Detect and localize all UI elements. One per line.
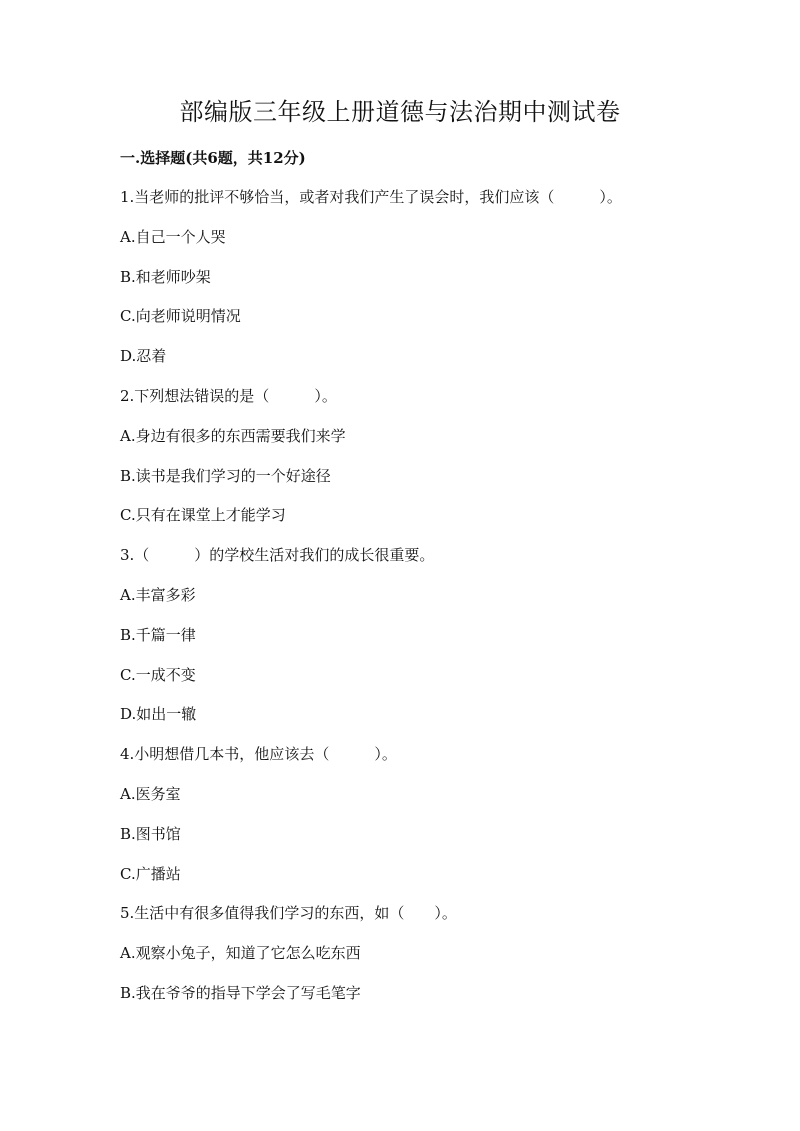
question-4-option-c: C.广播站 bbox=[120, 864, 181, 883]
question-1-option-b: B.和老师吵架 bbox=[120, 267, 211, 286]
question-1-option-c: C.向老师说明情况 bbox=[120, 307, 241, 326]
question-2-option-c: C.只有在课堂上才能学习 bbox=[120, 506, 286, 525]
question-3-option-b: B.千篇一律 bbox=[120, 625, 196, 644]
question-3-stem: 3.（ ）的学校生活对我们的成长很重要。 bbox=[120, 546, 435, 565]
question-5-option-b: B.我在爷爷的指导下学会了写毛笔字 bbox=[120, 983, 361, 1002]
question-3-option-d: D.如出一辙 bbox=[120, 705, 197, 724]
section-title: 一.选择题(共6题，共12分) bbox=[120, 149, 306, 167]
question-3-option-c: C.一成不变 bbox=[120, 665, 196, 684]
question-5-option-a: A.观察小兔子，知道了它怎么吃东西 bbox=[120, 944, 361, 963]
question-4-stem: 4.小明想借几本书，他应该去（ ）。 bbox=[120, 745, 397, 764]
page-title: 部编版三年级上册道德与法治期中测试卷 bbox=[179, 98, 621, 126]
question-2-option-b: B.读书是我们学习的一个好途径 bbox=[120, 466, 331, 485]
question-4-option-a: A.医务室 bbox=[120, 784, 181, 803]
question-list bbox=[120, 184, 740, 1020]
question-2-stem: 2.下列想法错误的是（ ）。 bbox=[120, 386, 337, 405]
question-5-stem: 5.生活中有很多值得我们学习的东西，如（ ）。 bbox=[120, 904, 457, 923]
question-1-stem: 1.当老师的批评不够恰当，或者对我们产生了误会时，我们应该（ ）。 bbox=[120, 188, 622, 206]
question-4-option-b: B.图书馆 bbox=[120, 824, 181, 843]
question-3-option-a: A.丰富多彩 bbox=[120, 585, 196, 604]
question-1-option-a: A.自己一个人哭 bbox=[120, 227, 226, 246]
question-2-option-a: A.身边有很多的东西需要我们来学 bbox=[120, 426, 346, 445]
question-1-option-d: D.忍着 bbox=[120, 347, 167, 366]
